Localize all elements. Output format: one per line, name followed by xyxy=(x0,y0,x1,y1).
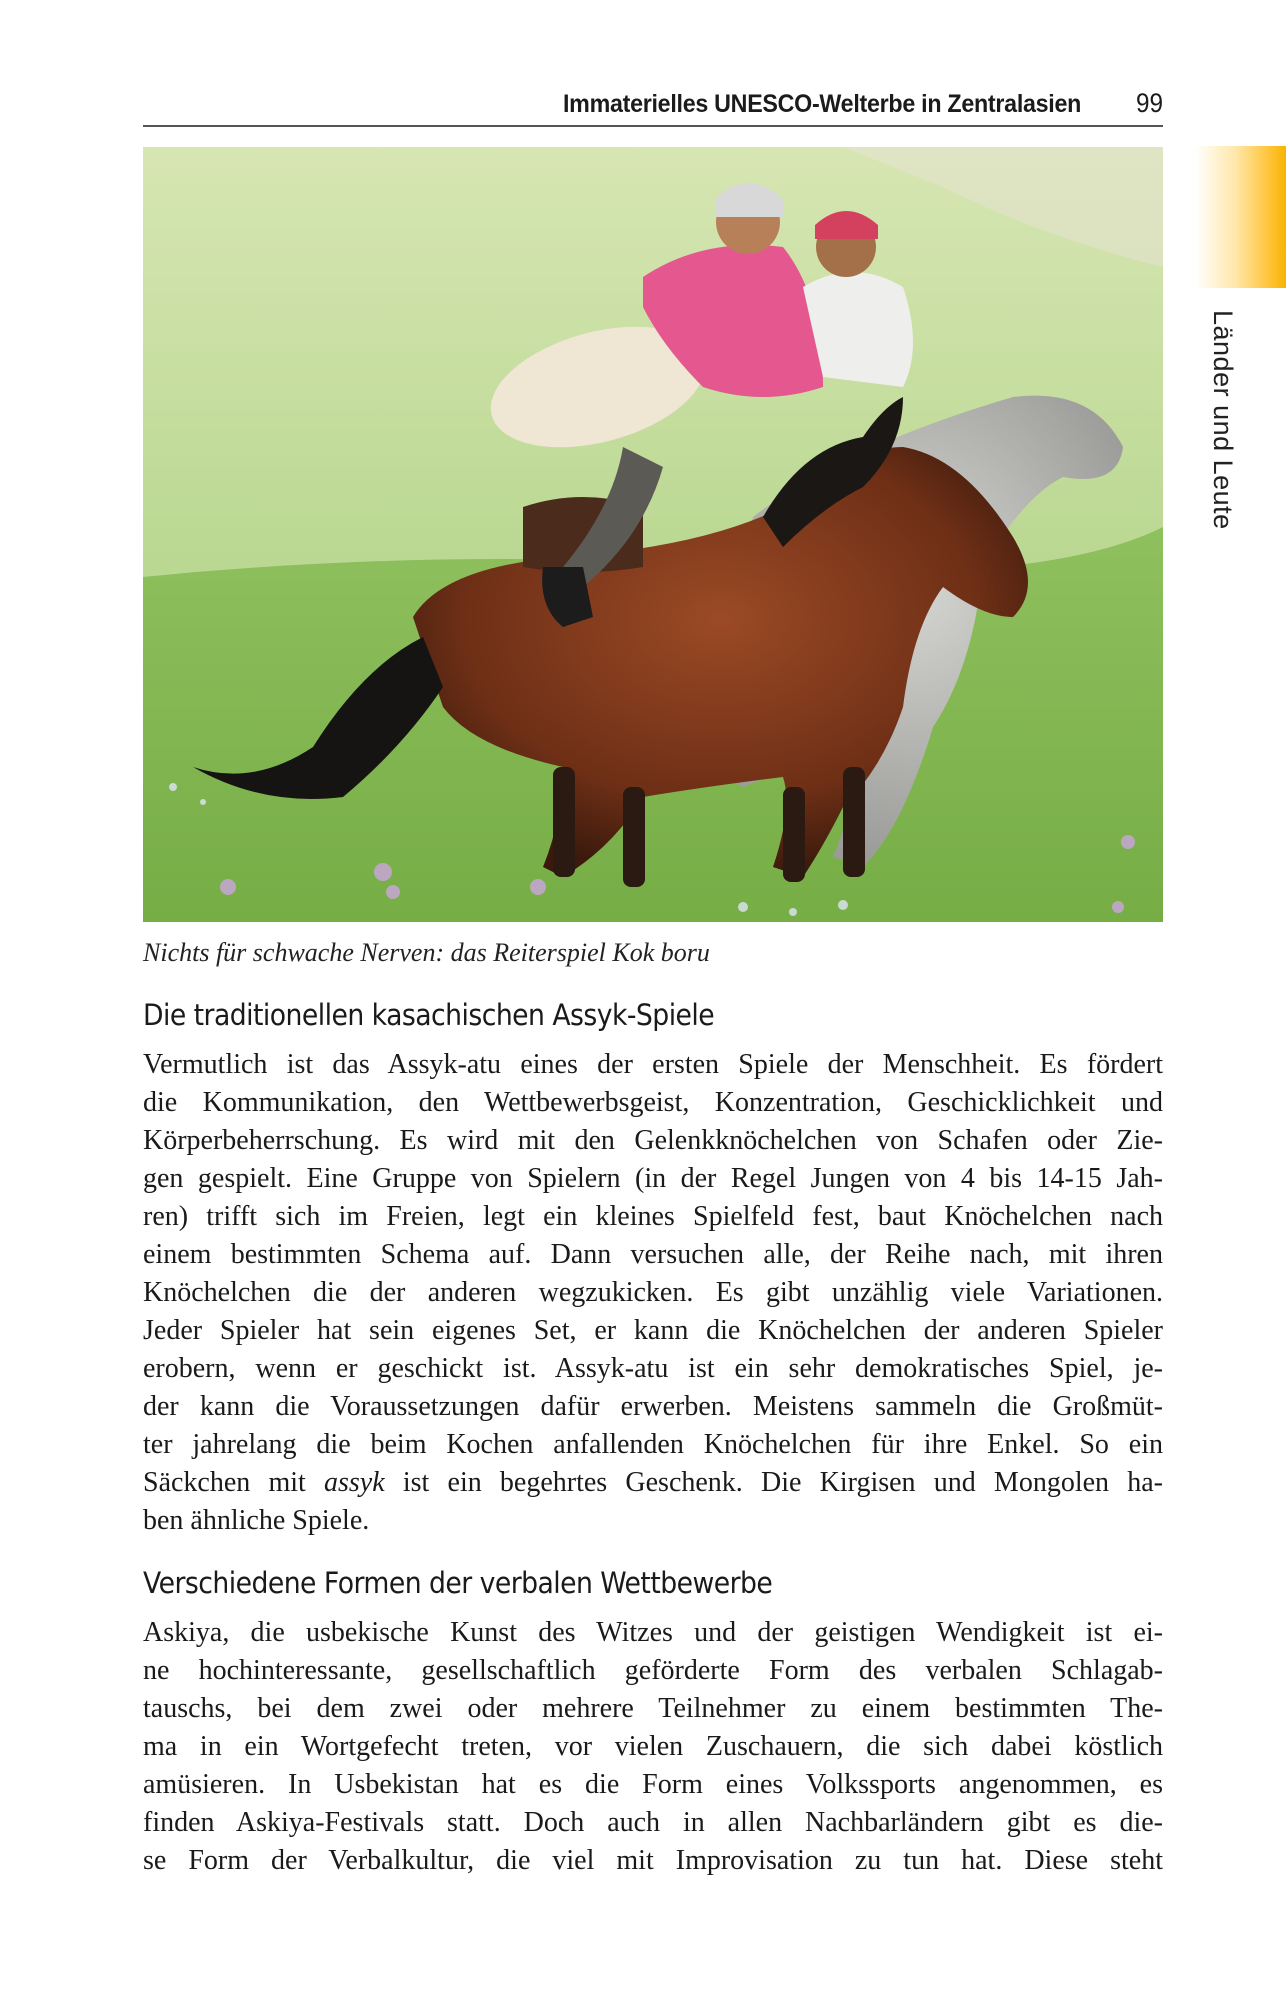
text-line-with-italic xyxy=(143,1464,1163,1502)
text-run: Säckchen mit xyxy=(143,1467,325,1498)
text-line: Körperbeherrschung. Es wird mit den Gelenkknöchelchen von Schafen oder Zie- xyxy=(143,1125,1163,1156)
text-line: ter jahrelang die beim Kochen anfallenden Knöchelchen für ihre Enkel. So ein xyxy=(143,1429,1163,1460)
chapter-label: Länder und Leute xyxy=(1208,310,1238,530)
photo-kok-boru xyxy=(143,147,1163,922)
text-line: ben ähnliche Spiele. xyxy=(143,1505,370,1536)
text-line: Askiya, die usbekische Kunst des Witzes und der geistigen Wendigkeit ist ei- xyxy=(143,1617,1163,1648)
running-head-title: Immaterielles UNESCO-Welterbe in Zentralasien xyxy=(562,90,1081,118)
horse-riders-image xyxy=(143,147,1163,922)
figure-caption: Nichts für schwache Nerven: das Reiterspiel Kok boru xyxy=(143,938,710,967)
text-line: der kann die Voraussetzungen dafür erwerben. Meistens sammeln die Großmüt- xyxy=(143,1391,1163,1422)
running-head xyxy=(143,88,1163,124)
text-line: gen gespielt. Eine Gruppe von Spielern (in der Regel Jungen von 4 bis 14-15 Jah- xyxy=(143,1163,1163,1194)
section-heading-assyk: Die traditionellen kasachischen Assyk-Spiele xyxy=(143,998,715,1032)
text-line: se Form der Verbalkultur, die viel mit Improvisation zu tun hat. Diese steht xyxy=(143,1845,1163,1876)
text-line: finden Askiya-Festivals statt. Doch auch in allen Nachbarländern gibt es die- xyxy=(143,1807,1163,1838)
text-line: die Kommunikation, den Wettbewerbsgeist, Konzentration, Geschicklichkeit und xyxy=(143,1087,1163,1118)
section-heading-verbal: Verschiedene Formen der verbalen Wettbewerbe xyxy=(143,1566,773,1600)
text-run: ist ein begehrtes Geschenk. Die Kirgisen und Mongolen ha- xyxy=(384,1467,1163,1498)
text-line: amüsieren. In Usbekistan hat es die Form eines Volkssports angenommen, es xyxy=(143,1769,1163,1800)
text-line: einem bestimmten Schema auf. Dann versuchen alle, der Reihe nach, mit ihren xyxy=(143,1239,1163,1270)
text-line: ren) trifft sich im Freien, legt ein kleines Spielfeld fest, baut Knöchelchen nach xyxy=(143,1201,1163,1232)
text-line: ne hochinteressante, gesellschaftlich geförderte Form des verbalen Schlagab- xyxy=(143,1655,1163,1686)
text-line: ma in ein Wortgefecht treten, vor vielen Zuschauern, die sich dabei köstlich xyxy=(143,1731,1163,1762)
text-line: Jeder Spieler hat sein eigenes Set, er kann die Knöchelchen der anderen Spieler xyxy=(143,1315,1163,1346)
header-rule xyxy=(143,125,1163,127)
text-line: erobern, wenn er geschickt ist. Assyk-atu ist ein sehr demokratisches Spiel, je- xyxy=(143,1353,1163,1384)
text-line: Vermutlich ist das Assyk-atu eines der ersten Spiele der Menschheit. Es fördert xyxy=(143,1049,1163,1080)
text-line: Knöchelchen die der anderen wegzukicken. Es gibt unzählig viele Variationen. xyxy=(143,1277,1163,1308)
text-line: tauschs, bei dem zwei oder mehrere Teilnehmer zu einem bestimmten The- xyxy=(143,1693,1163,1724)
paragraph-askiya xyxy=(143,1614,1163,1880)
paragraph-assyk xyxy=(143,1046,1163,1540)
page-number: 99 xyxy=(1135,88,1163,118)
chapter-thumb-tab xyxy=(1195,146,1286,288)
italic-term-assyk: assyk xyxy=(324,1467,385,1498)
